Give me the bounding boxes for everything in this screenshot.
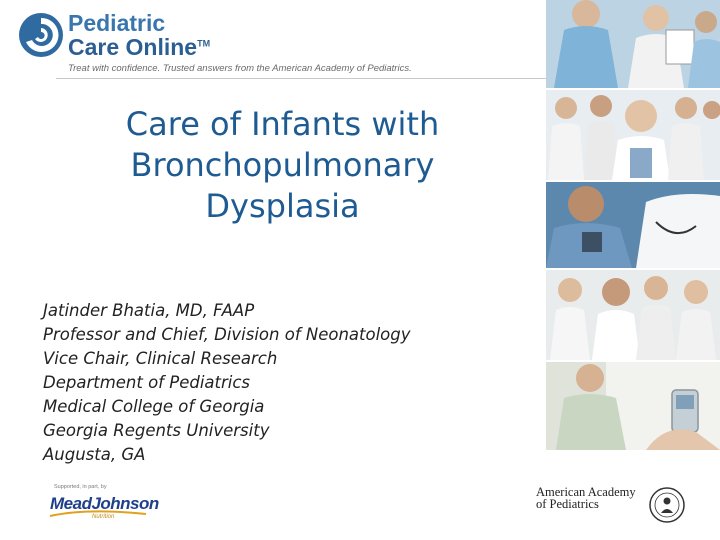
title-line: Bronchopulmonary [130, 146, 435, 184]
sponsor-subtitle: Nutrition [92, 514, 115, 520]
logo-swirl-icon [18, 12, 64, 58]
author-block [43, 299, 483, 467]
tagline: Treat with confidence. Trusted answers from the American Academy of Pediatrics. [68, 63, 412, 74]
aap-line1: American Academy [536, 485, 636, 499]
author-name: Jatinder Bhatia, MD, FAAP [43, 301, 255, 320]
aap-seal-icon [648, 486, 686, 524]
title-line: Dysplasia [205, 187, 360, 225]
photo-caregiver-with-device [546, 362, 720, 450]
trademark-mark: TM [197, 38, 211, 49]
slide-title [60, 104, 505, 227]
aap-line2: of Pediatrics [536, 497, 599, 511]
mead-johnson-sponsor-logo [48, 484, 159, 524]
author-position: Professor and Chief, Division of Neonatology [43, 325, 411, 344]
author-institution: Medical College of Georgia [43, 397, 265, 416]
author-institution: Georgia Regents University [43, 421, 270, 440]
author-department: Department of Pediatrics [43, 373, 251, 392]
pediatric-care-online-logo [18, 10, 211, 62]
photo-collage [546, 0, 720, 450]
logo-text-line2: Care Online™ [68, 34, 211, 60]
title-line: Care of Infants with [125, 105, 440, 143]
header-divider [56, 78, 546, 79]
photo-doctors-group [546, 90, 720, 180]
photo-patient-with-doctor [546, 182, 720, 268]
sponsor-label: Supported, in part, by [54, 484, 107, 490]
author-location: Augusta, GA [43, 445, 146, 464]
sponsor-name: MeadJohnson [50, 494, 159, 513]
photo-medical-staff [546, 0, 720, 88]
logo-text-line1: Pediatric [68, 10, 166, 36]
author-position: Vice Chair, Clinical Research [43, 349, 278, 368]
photo-medical-team [546, 270, 720, 360]
